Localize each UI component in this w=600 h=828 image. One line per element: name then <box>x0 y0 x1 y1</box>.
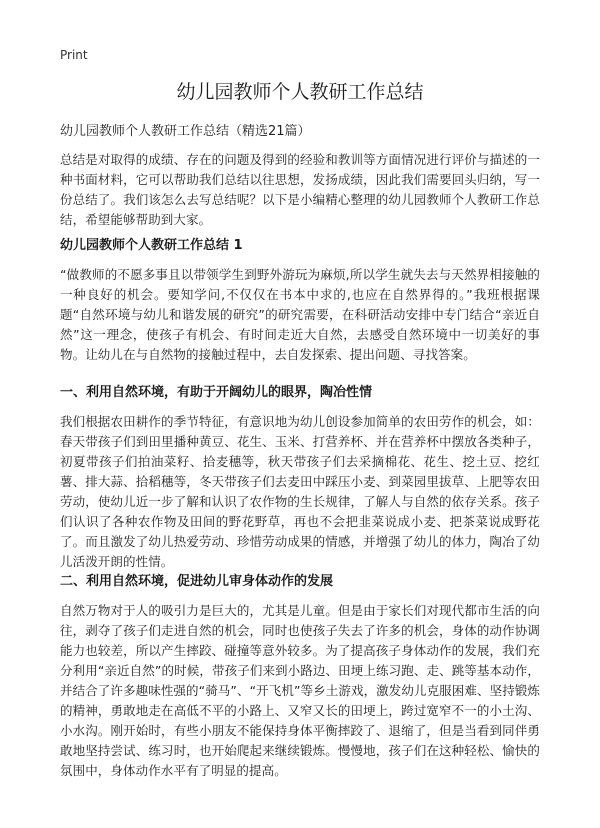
section-body-3: 自然万物对于人的吸引力是巨大的，尤其是儿童。但是由于家长们对现代都市生活的向往，剥夺了孩子们走进自然的机会，同时也使孩子失去了许多的机会，身体的动作协调能力也较差，所以产生摔跤、碰撞等意外较多。为了提高孩子身体动作的发展，我们充分利用“亲近自然”的时候，带孩子们来到小路边、田埂上练习跑、走、跳等基本动作，并结合了许多趣味性强的“骑马”、“开飞机”等乡土游戏，激发幼儿克服困难、坚持锻炼的精神，勇敢地走在高低不平的小路上、又窄又长的田埂上，跨过宽窄不一的小土沟、小水沟。刚开始时，有些小朋友不能保持身体平衡摔跤了、退缩了，但是当看到同伴勇敢地坚持尝试、练习时，也开始爬起来继续锻炼。慢慢地，孩子们在这种轻松、愉快的氛围中，身体动作水平有了明显的提高。 <box>60 603 540 778</box>
section-heading-1: 幼儿园教师个人教研工作总结 1 <box>60 238 243 253</box>
section-body-2: 我们根据农田耕作的季节特征，有意识地为幼儿创设参加简单的农田劳作的机会，如：春天带孩子们到田里播种黄豆、花生、玉米、打营养杯、并在营养杯中摆放各类种子，初夏带孩子们拍油菜籽、拾麦穗等，秋天带孩子们去采摘棉花、花生、挖土豆、挖红薯、排大蒜、拾稻穗等，冬天带孩子们去麦田中踩压小麦、到菜园里拔草、上肥等农田劳动，使幼儿近一步了解和认识了农作物的生长规律，了解人与自然的依存关系。孩子们认识了各种农作物及田间的野花野草，再也不会把韭菜说成小麦、把茶菜说成野花了。而且激发了幼儿热爱劳动、珍惜劳动成果的情感，并增强了幼儿的体力，陶冶了幼儿活泼开朗的性情。 <box>60 414 540 569</box>
page-title: 幼儿园教师个人教研工作总结 <box>176 81 424 103</box>
section-heading-2: 一、利用自然环境，有助于开阔幼儿的眼界，陶冶性情 <box>60 385 373 400</box>
section-body-1: “做教师的不愿多事且以带领学生到野外游玩为麻烦,所以学生就失去与天然界相接触的一种良好的机会。要知学问,不仅仅在书本中求的,也应在自然界得的。”我班根据课题“自然环境与幼儿和谐发展的研究”的研究需要，在科研活动安排中专门结合“亲近自然”这一理念，使孩子有机会、有时间走近大自然，去感受自然环境中一切美好的事物。让幼儿在与自然物的接触过程中，去自发探索、提出问题、寻找答案。 <box>60 267 540 362</box>
print-link[interactable]: Print <box>60 48 88 62</box>
section-heading-3: 二、利用自然环境，促进幼儿审身体动作的发展 <box>60 574 334 589</box>
document-subtitle: 幼儿园教师个人教研工作总结（精选21篇） <box>60 124 311 139</box>
intro-paragraph: 总结是对取得的成绩、存在的问题及得到的经验和教训等方面情况进行评价与描述的一种书面材料，它可以帮助我们总结以往思想，发扬成绩，因此我们需要回头归纳，写一份总结了。我们该怎么去写总结呢？以下是小编精心整理的幼儿园教师个人教研工作总结，希望能够帮助到大家。 <box>60 152 540 227</box>
